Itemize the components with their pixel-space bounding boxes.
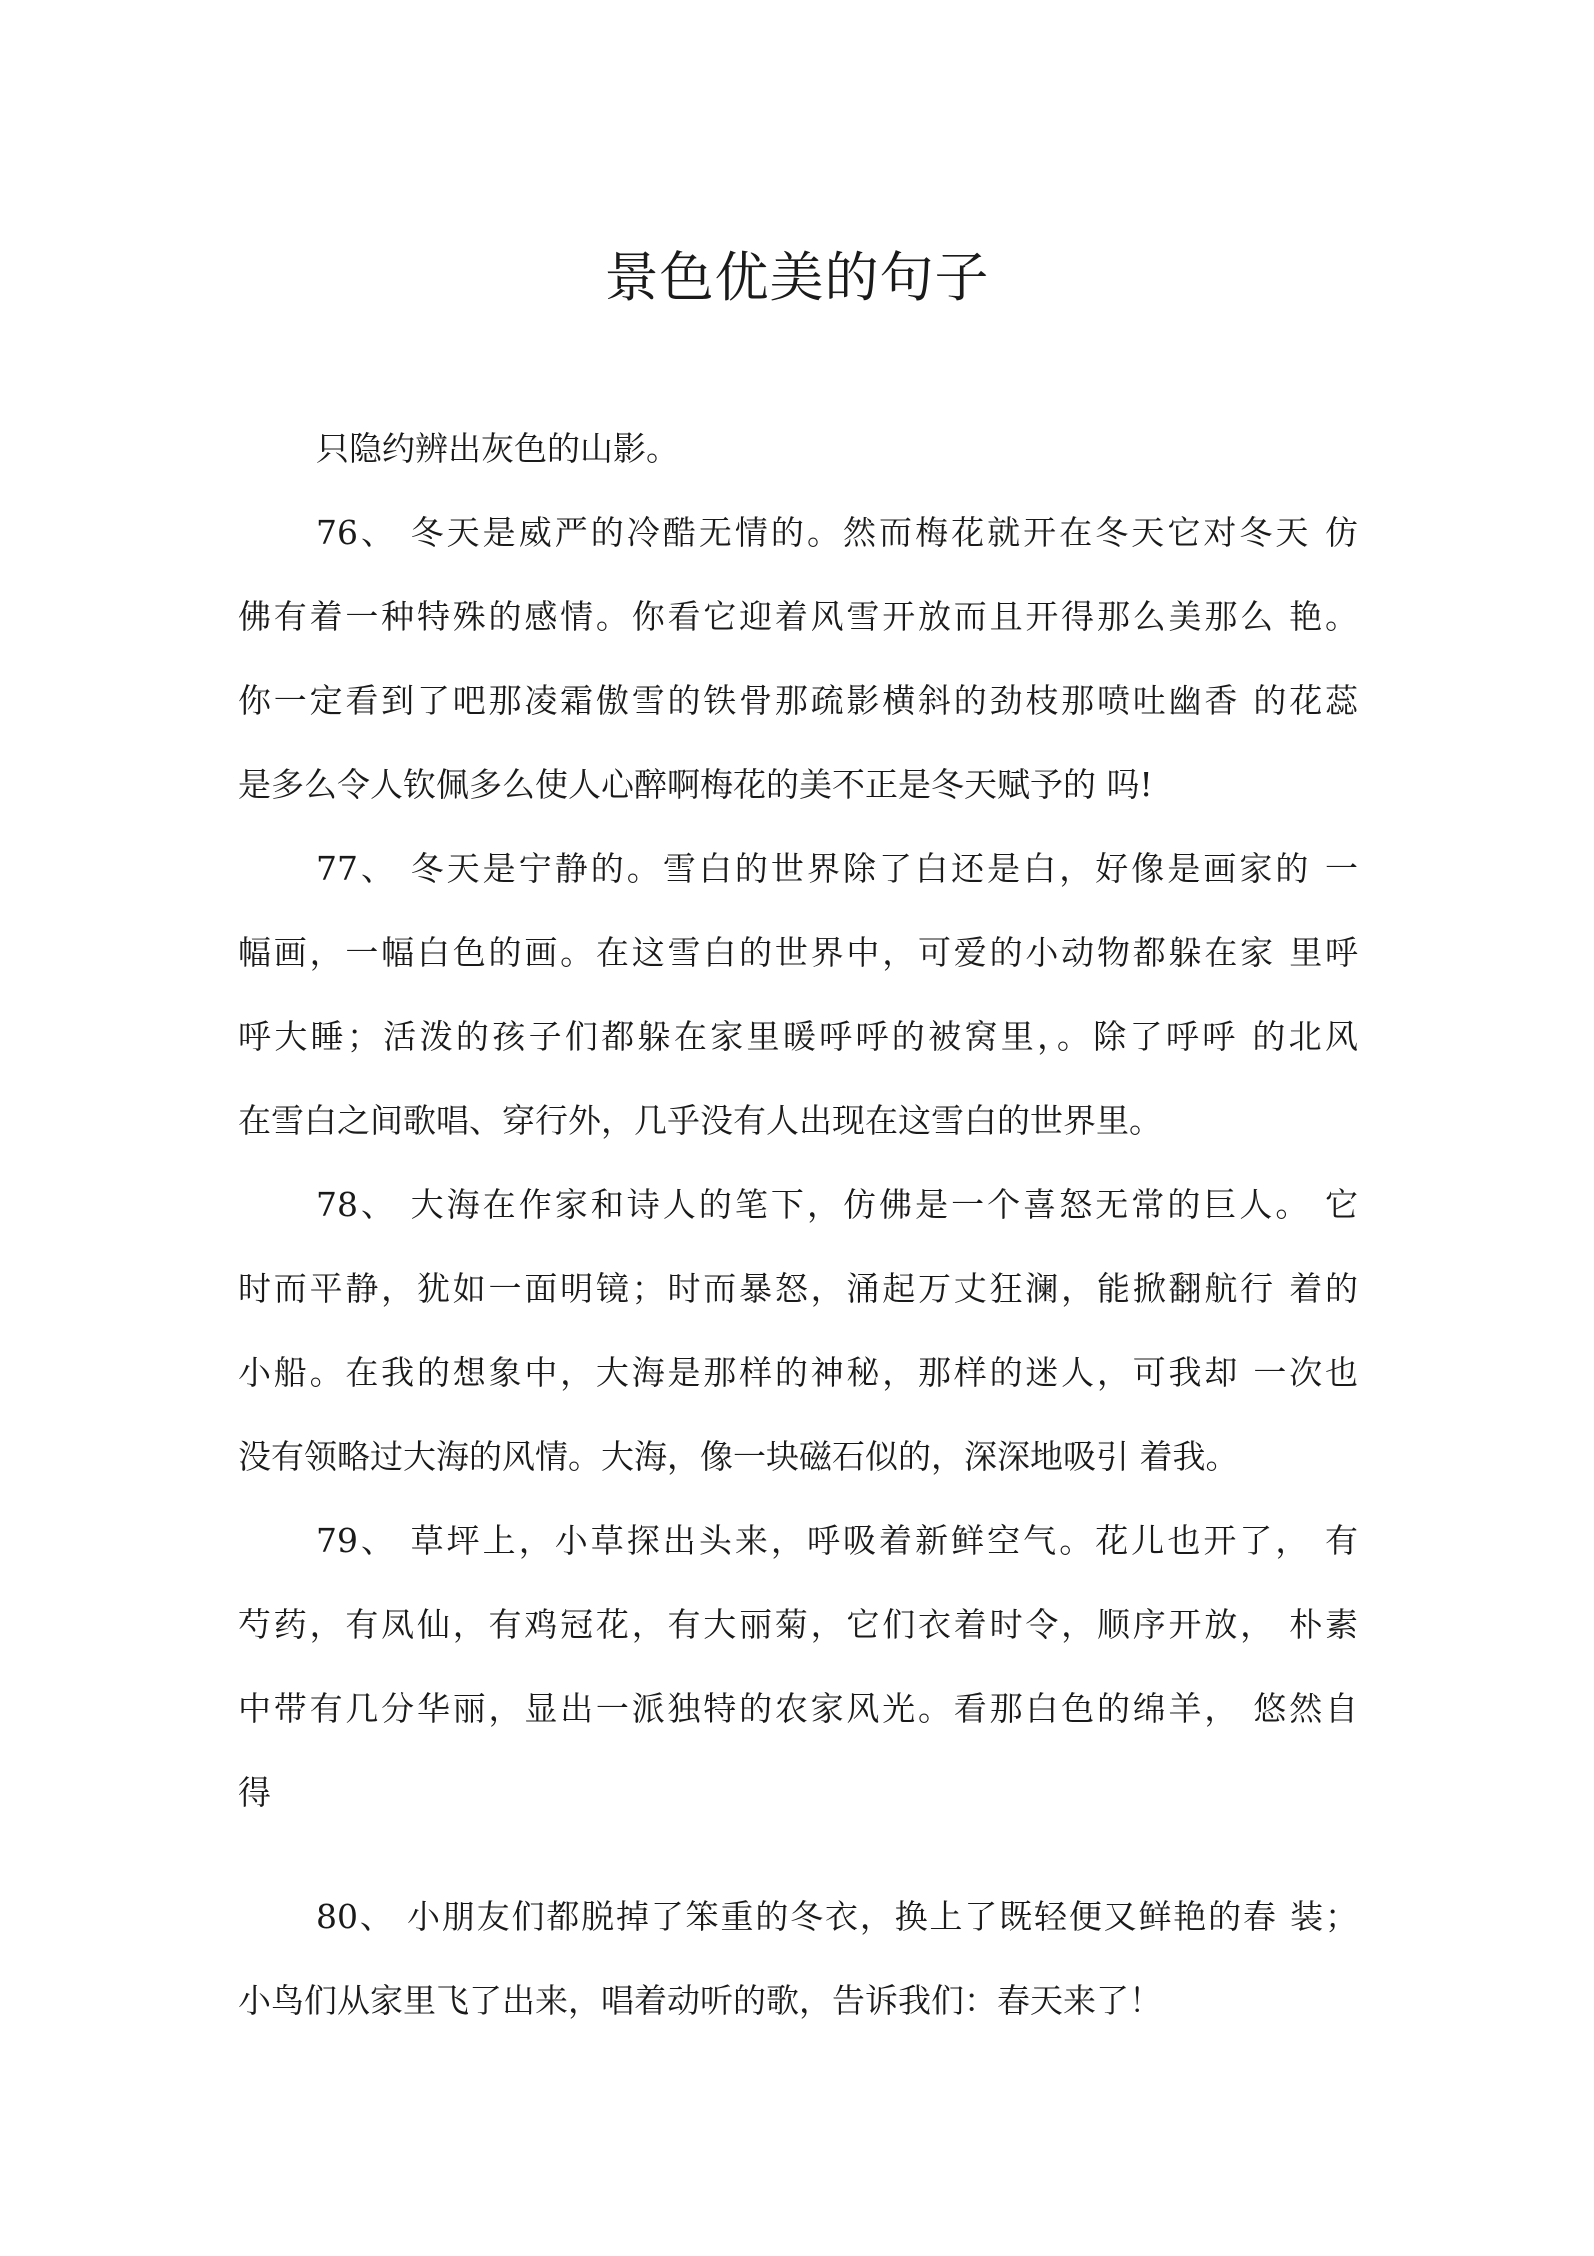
text-line: 77、 冬天是宁静的。雪白的世界除了白还是白，好像是画家的 一 bbox=[316, 849, 1358, 888]
text-line: 78、 大海在作家和诗人的笔下，仿佛是一个喜怒无常的巨人。 它 bbox=[316, 1185, 1358, 1224]
text-line: 小船。在我的想象中，大海是那样的神秘，那样的迷人，可我却 一次也 bbox=[238, 1353, 1358, 1392]
text-line: 佛有着一种特殊的感情。你看它迎着风雪开放而且开得那么美那么 艳。 bbox=[238, 597, 1358, 636]
text-line: 是多么令人钦佩多么使人心醉啊梅花的美不正是冬天赋予的 吗! bbox=[238, 765, 1153, 804]
text-line: 芍药，有凤仙，有鸡冠花，有大丽菊，它们衣着时令，顺序开放， 朴素 bbox=[238, 1605, 1358, 1644]
text-line: 时而平静，犹如一面明镜；时而暴怒，涌起万丈狂澜，能掀翻航行 着的 bbox=[238, 1269, 1358, 1308]
text-line: 得 bbox=[238, 1773, 271, 1812]
text-line: 你一定看到了吧那凌霜傲雪的铁骨那疏影横斜的劲枝那喷吐幽香 的花蕊 bbox=[238, 681, 1358, 720]
text-line: 在雪白之间歌唱、穿行外，几乎没有人出现在这雪白的世界里。 bbox=[238, 1101, 1162, 1140]
text-line: 79、 草坪上，小草探出头来，呼吸着新鲜空气。花儿也开了， 有 bbox=[316, 1521, 1358, 1560]
document-title: 景色优美的句子 bbox=[604, 246, 990, 309]
text-line: 呼大睡；活泼的孩子们都躲在家里暖呼呼的被窝里，。除了呼呼 的北风 bbox=[238, 1017, 1358, 1056]
text-line: 只隐约辨出灰色的山影。 bbox=[316, 429, 679, 468]
text-line: 小鸟们从家里飞了出来，唱着动听的歌，告诉我们：春天来了！ bbox=[238, 1981, 1162, 2020]
text-line: 幅画，一幅白色的画。在这雪白的世界中，可爱的小动物都躲在家 里呼 bbox=[238, 933, 1358, 972]
text-line: 中带有几分华丽，显出一派独特的农家风光。看那白色的绵羊， 悠然自 bbox=[238, 1689, 1358, 1728]
text-line: 80、 小朋友们都脱掉了笨重的冬衣，换上了既轻便又鲜艳的春 装； bbox=[316, 1897, 1358, 1936]
text-line: 76、 冬天是威严的冷酷无情的。然而梅花就开在冬天它对冬天 仿 bbox=[316, 513, 1358, 552]
text-line: 没有领略过大海的风情。大海，像一块磁石似的，深深地吸引 着我。 bbox=[238, 1437, 1239, 1476]
